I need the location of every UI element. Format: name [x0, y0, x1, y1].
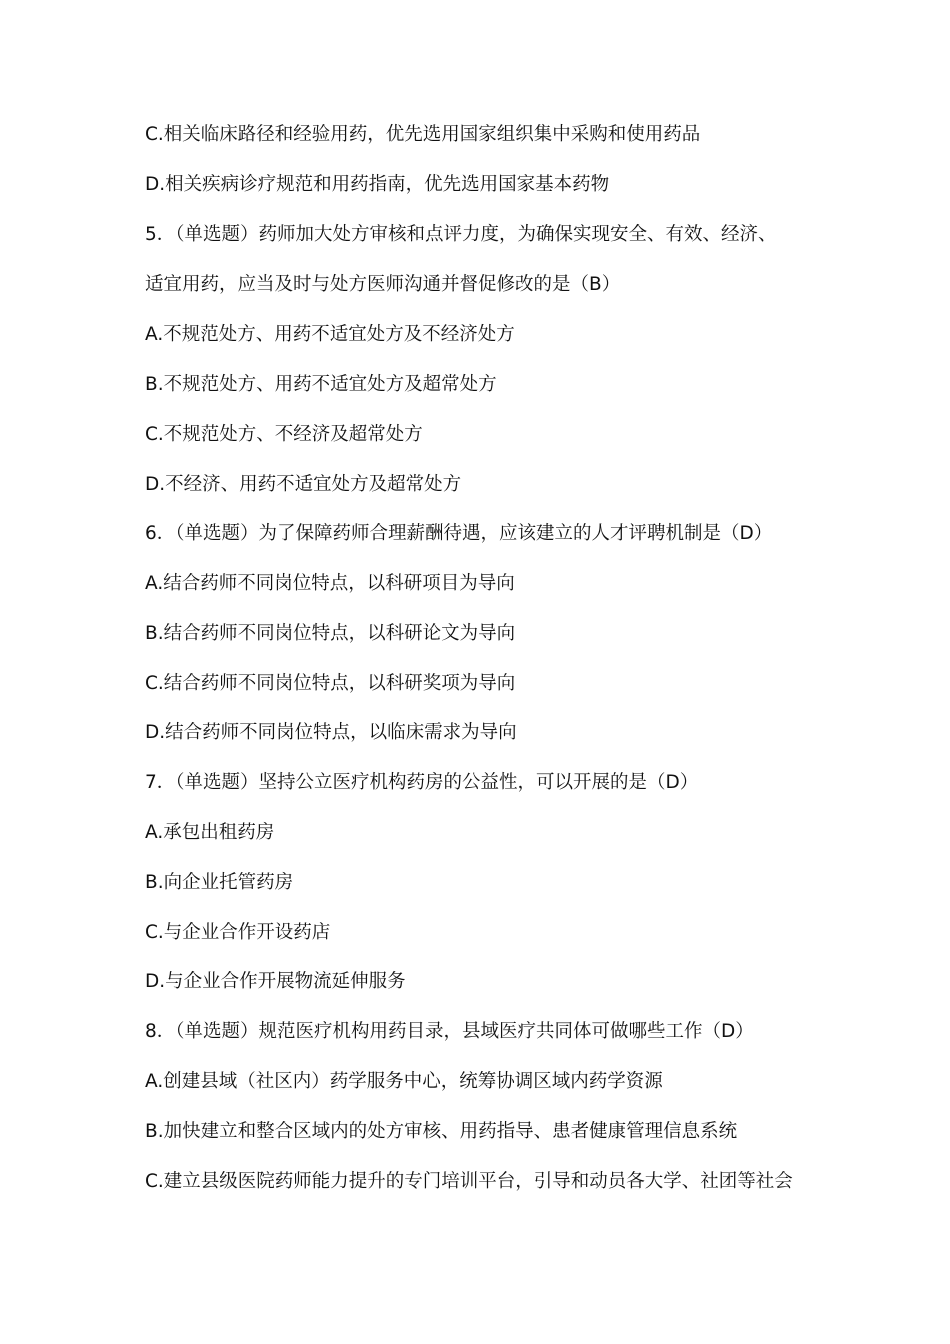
option-6b: B.结合药师不同岗位特点，以科研论文为导向: [145, 623, 516, 644]
option-7b: B.向企业托管药房: [145, 872, 294, 893]
option-8c: C.建立县级医院药师能力提升的专门培训平台，引导和动员各大学、社团等社会: [145, 1171, 793, 1192]
option-7a: A.承包出租药房: [145, 822, 275, 843]
option-6d: D.结合药师不同岗位特点，以临床需求为导向: [145, 722, 517, 743]
option-5d: D.不经济、用药不适宜处方及超常处方: [145, 474, 462, 495]
question-5-text-continued: 适宜用药，应当及时与处方医师沟通并督促修改的是（B）: [145, 274, 621, 295]
option-5a: A.不规范处方、用药不适宜处方及不经济处方: [145, 324, 515, 345]
option-6a: A.结合药师不同岗位特点，以科研项目为导向: [145, 573, 515, 594]
option-4d: D.相关疾病诊疗规范和用药指南，优先选用国家基本药物: [145, 174, 610, 195]
option-5b: B.不规范处方、用药不适宜处方及超常处方: [145, 374, 497, 395]
option-5c: C.不规范处方、不经济及超常处方: [145, 424, 423, 445]
question-5-text: 5．（单选题）药师加大处方审核和点评力度，为确保实现安全、有效、经济、: [145, 224, 777, 245]
option-6c: C.结合药师不同岗位特点，以科研奖项为导向: [145, 673, 516, 694]
option-8a: A.创建县域（社区内）药学服务中心，统筹协调区域内药学资源: [145, 1071, 663, 1092]
question-6-text: 6．（单选题）为了保障药师合理薪酬待遇，应该建立的人才评聘机制是（D）: [145, 523, 773, 544]
option-8b: B.加快建立和整合区域内的处方审核、用药指导、患者健康管理信息系统: [145, 1121, 738, 1142]
question-8-text: 8．（单选题）规范医疗机构用药目录，县域医疗共同体可做哪些工作（D）: [145, 1021, 754, 1042]
option-7d: D.与企业合作开展物流延伸服务: [145, 971, 406, 992]
option-4c: C.相关临床路径和经验用药，优先选用国家组织集中采购和使用药品: [145, 124, 701, 145]
option-7c: C.与企业合作开设药店: [145, 922, 331, 943]
question-7-text: 7．（单选题）坚持公立医疗机构药房的公益性，可以开展的是（D）: [145, 772, 699, 793]
